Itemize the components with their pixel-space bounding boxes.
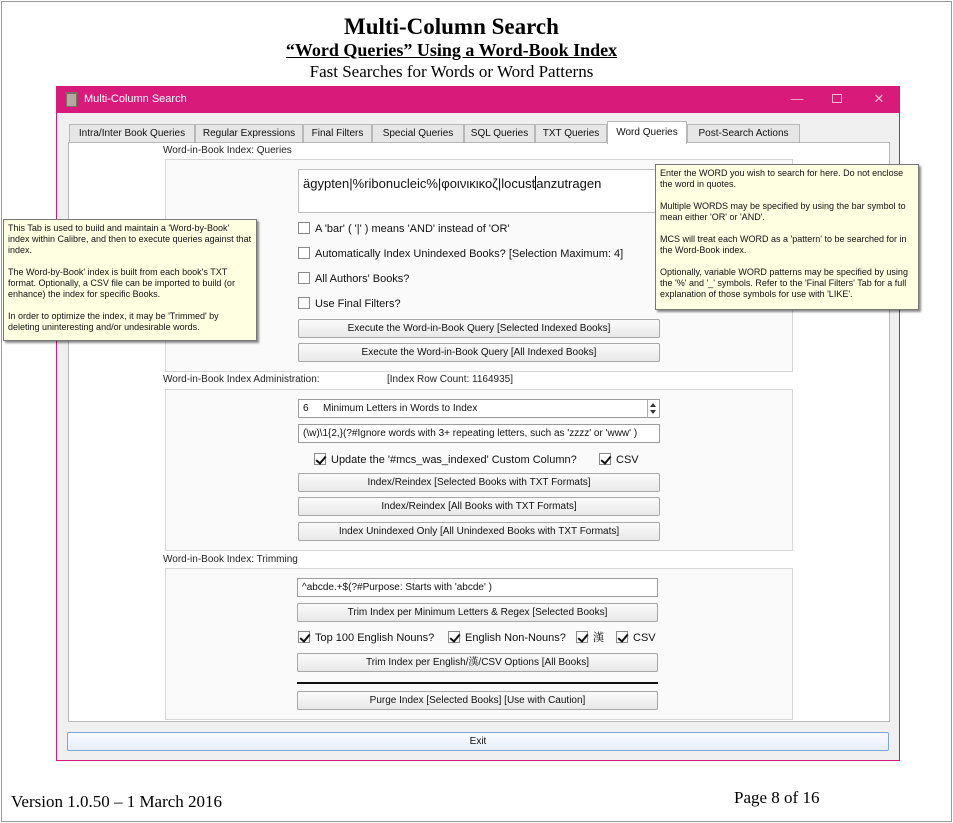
index-unindexed-button[interactable]: Index Unindexed Only [All Unindexed Books with TXT Formats] [298, 522, 660, 541]
checkbox-box [298, 272, 310, 284]
checkbox-box [298, 247, 310, 259]
trim-csv-checkbox[interactable] [616, 631, 656, 645]
tab-post-search-actions[interactable]: Post-Search Actions [687, 124, 800, 143]
trim-english-button[interactable]: Trim Index per English/漢/CSV Options [All Books] [297, 653, 658, 672]
spin-arrows-icon[interactable] [647, 400, 659, 417]
page-number: Page 8 of 16 [734, 788, 820, 807]
admin-group-label: Word-in-Book Index Administration: [163, 374, 320, 385]
use-final-filters-label: Use Final Filters? [315, 298, 401, 310]
checkbox-box [599, 453, 611, 465]
window-title: Multi-Column Search [84, 93, 187, 105]
maximize-icon[interactable] [827, 90, 847, 108]
trim-csv-label: CSV [633, 632, 656, 644]
document-tagline: Fast Searches for Words or Word Patterns [309, 62, 594, 81]
all-authors-checkbox[interactable] [298, 272, 409, 286]
document-subtitle: “Word Queries” Using a Word-Book Index [285, 40, 618, 60]
search-tooltip-paragraph: Enter the WORD you wish to search for here. Do not enclose the word in quotes. [660, 168, 904, 189]
index-row-count: [Index Row Count: 1164935] [387, 374, 514, 385]
admin-csv-label: CSV [616, 454, 639, 466]
search-tooltip-paragraph: Multiple WORDS may be specified by using the bar symbol to mean either 'OR' or 'AND'. [660, 201, 906, 222]
execute-all-button[interactable]: Execute the Word-in-Book Query [All Indexed Books] [298, 343, 660, 362]
tab-word-queries[interactable]: Word Queries [607, 121, 687, 144]
min-letters-label: Minimum Letters in Words to Index [323, 403, 478, 414]
checkbox-box [576, 631, 588, 643]
use-final-filters-checkbox[interactable] [298, 297, 401, 311]
min-letters-spinbox[interactable] [298, 399, 660, 418]
search-tooltip-paragraph: Optionally, variable WORD patterns may be specified by using the '%' and '_' symbols. Refer to the 'Final Filters' Tab for a full explanation of those symbols for use with 'LIKE'. [660, 267, 908, 299]
cjk-label: 漢 [593, 632, 604, 644]
book-stack-icon [66, 93, 77, 107]
checkbox-box [298, 222, 310, 234]
tab-tooltip [3, 219, 257, 341]
bar-means-and-checkbox[interactable] [298, 222, 510, 236]
search-value-text-tail: anzutragen [536, 176, 602, 191]
search-value-text: ägypten|%ribonucleic%|φοινικικοζ|locust [303, 176, 536, 191]
tab-regular-expressions[interactable]: Regular Expressions [195, 124, 303, 143]
all-authors-label: All Authors' Books? [315, 273, 410, 285]
tab-tooltip-paragraph: The Word-by-Book' index is built from each book's TXT format. Optionally, a CSV file can be imported to build (or enhance) the index for specific Books. [8, 267, 235, 299]
tab-sql-queries[interactable]: SQL Queries [464, 124, 535, 143]
reindex-selected-button[interactable]: Index/Reindex [Selected Books with TXT Formats] [298, 473, 660, 492]
tab-tooltip-paragraph: This Tab is used to build and maintain a 'Word-by-Book' index within Calibre, and then to execute queries against that index. [8, 223, 252, 255]
search-input-tooltip [655, 164, 919, 310]
checkbox-box [298, 297, 310, 309]
ignore-regex-input[interactable]: (\w)\1{2,}(?#Ignore words with 3+ repeating letters, such as 'zzzz' or 'www' ) [298, 424, 660, 443]
tab-txt-queries[interactable]: TXT Queries [535, 124, 607, 143]
auto-index-checkbox[interactable] [298, 247, 623, 261]
checkbox-box [314, 453, 326, 465]
reindex-all-button[interactable]: Index/Reindex [All Books with TXT Formats] [298, 497, 660, 516]
non-nouns-checkbox[interactable] [448, 631, 566, 645]
non-nouns-label: English Non-Nouns? [465, 632, 566, 644]
update-custom-column-checkbox[interactable] [314, 453, 577, 467]
checkbox-box [298, 631, 310, 643]
queries-group-label: Word-in-Book Index: Queries [163, 145, 292, 156]
bar-means-and-label: A 'bar' ( '|' ) means 'AND' instead of 'OR' [315, 223, 510, 235]
tab-special-queries[interactable]: Special Queries [372, 124, 464, 143]
window-titlebar[interactable] [57, 87, 899, 113]
checkbox-box [616, 631, 628, 643]
purge-index-button[interactable]: Purge Index [Selected Books] [Use with Caution] [297, 691, 658, 710]
word-search-input[interactable] [298, 169, 660, 213]
execute-selected-button[interactable]: Execute the Word-in-Book Query [Selected Indexed Books] [298, 319, 660, 338]
trimming-group-label: Word-in-Book Index: Trimming [163, 554, 298, 565]
admin-csv-checkbox[interactable] [599, 453, 639, 467]
trim-min-letters-button[interactable]: Trim Index per Minimum Letters & Regex [Selected Books] [297, 603, 658, 622]
minimize-icon[interactable]: — [790, 91, 804, 106]
update-custom-column-label: Update the '#mcs_was_indexed' Custom Column? [331, 454, 577, 466]
tab-final-filters[interactable]: Final Filters [303, 124, 372, 143]
min-letters-value: 6 [303, 403, 309, 414]
search-tooltip-paragraph: MCS will treat each WORD as a 'pattern' to be searched for in the Word-Book index. [660, 234, 907, 255]
exit-button[interactable]: Exit [67, 732, 889, 751]
auto-index-label: Automatically Index Unindexed Books? [Selection Maximum: 4] [315, 248, 624, 260]
close-icon[interactable]: ✕ [873, 91, 885, 106]
document-title: Multi-Column Search [344, 14, 559, 39]
trim-regex-input[interactable]: ^abcde.+$(?#Purpose: Starts with 'abcde' ) [297, 578, 658, 597]
tab-intra-inter-book-queries[interactable]: Intra/Inter Book Queries [69, 124, 195, 143]
version-footer: Version 1.0.50 – 1 March 2016 [11, 792, 223, 811]
cjk-checkbox[interactable] [576, 631, 604, 645]
tab-tooltip-paragraph: In order to optimize the index, it may be 'Trimmed' by deleting uninteresting and/or undesirable words. [8, 311, 219, 332]
top-nouns-checkbox[interactable] [298, 631, 434, 645]
top-nouns-label: Top 100 English Nouns? [315, 632, 435, 644]
separator-line [297, 682, 658, 684]
checkbox-box [448, 631, 460, 643]
